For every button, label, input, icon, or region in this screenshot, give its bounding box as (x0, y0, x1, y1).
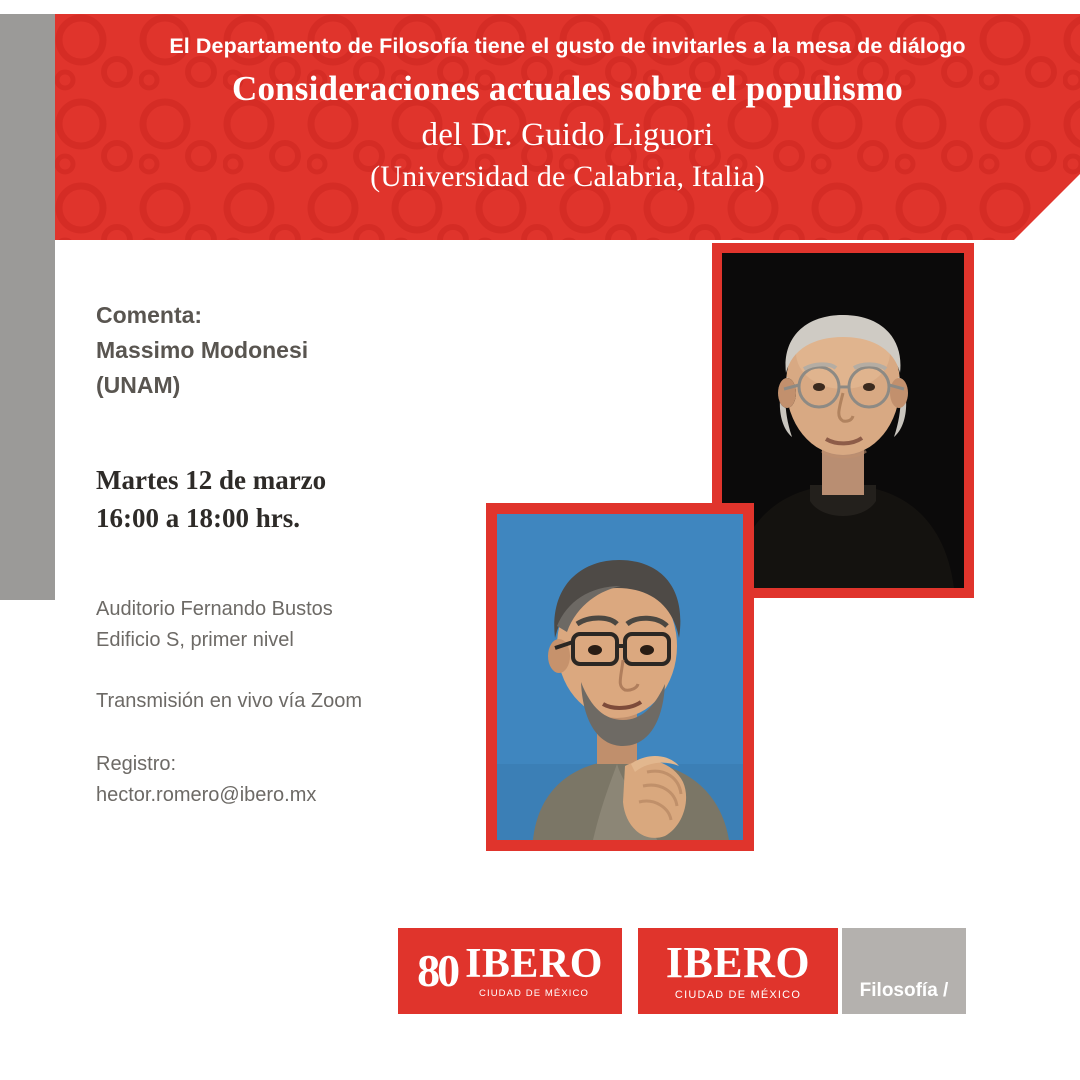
registration-block (96, 749, 516, 811)
header-text-group (55, 14, 1080, 194)
registration-email[interactable]: hector.romero@ibero.mx (96, 783, 317, 806)
event-speaker-affiliation: (Universidad de Calabria, Italia) (370, 160, 765, 193)
commentator-name: Massimo Modonesi (96, 336, 309, 363)
event-speaker: del Dr. Guido Liguori (421, 117, 714, 153)
left-grey-bar (0, 0, 55, 600)
details-text-block (96, 298, 516, 811)
ibero-subtitle: CIUDAD DE MÉXICO (479, 988, 589, 1000)
venue-line-2: Edificio S, primer nivel (96, 628, 294, 651)
event-datetime (96, 461, 516, 538)
portrait-guido-liguori (722, 253, 964, 588)
commentator-institution: (UNAM) (96, 371, 181, 398)
ibero-wordmark-2: IBERO (665, 938, 811, 987)
event-time: 16:00 a 18:00 hrs. (96, 503, 300, 534)
anniversary-80-mark: 80 (417, 945, 458, 996)
logo-row (398, 928, 966, 1014)
left-white-strip (0, 0, 55, 14)
logo-ibero-secondary (638, 928, 838, 1014)
event-date: Martes 12 de marzo (96, 464, 327, 495)
header-banner (55, 14, 1080, 240)
commentator-label: Comenta: (96, 302, 203, 328)
portrait-massimo-modonesi (497, 514, 743, 840)
logo-ibero-80 (398, 928, 622, 1014)
invitation-line: El Departamento de Filosofía tiene el gusto de invitarles a la mesa de diálogo (169, 34, 966, 58)
logo-department-filosofia (842, 928, 966, 1014)
portrait-massimo-modonesi-frame (486, 503, 754, 851)
ibero-wordmark: IBERO (465, 941, 603, 988)
event-venue (96, 594, 516, 656)
portrait-massimo-modonesi-illustration (497, 514, 743, 840)
registration-label: Registro: (96, 752, 177, 775)
streaming-info: Transmisión en vivo vía Zoom (96, 689, 363, 712)
ibero-subtitle-2: CIUDAD DE MÉXICO (674, 989, 802, 1001)
portrait-guido-liguori-illustration (722, 253, 964, 588)
event-title: Consideraciones actuales sobre el populismo (231, 69, 904, 108)
venue-line-1: Auditorio Fernando Bustos (96, 597, 333, 620)
ibero-wordmark-group (465, 943, 603, 999)
department-label: Filosofía / (859, 980, 949, 1001)
